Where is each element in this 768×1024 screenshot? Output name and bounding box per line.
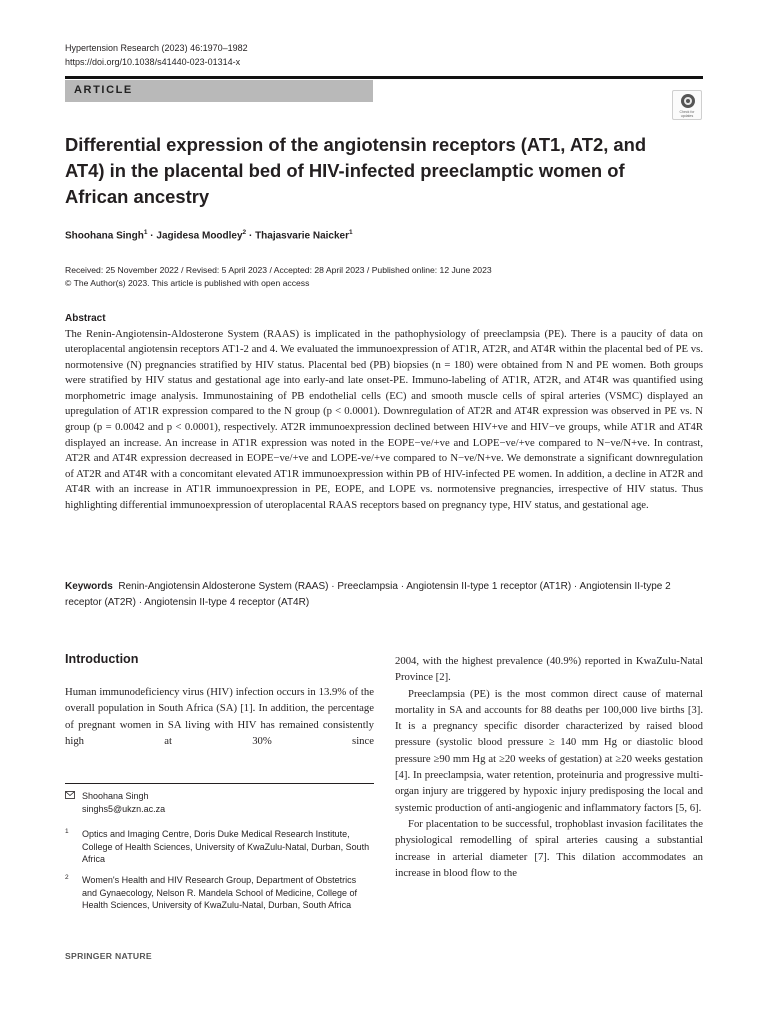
keywords <box>65 579 703 610</box>
author-list <box>65 226 353 243</box>
affiliation-text: Women's Health and HIV Research Group, Department of Obstetrics and Gynaecology, Nelson R. Mandela School of Medicine, College of Health Sciences, University of KwaZulu-Natal, Durban, South Africa <box>82 875 357 911</box>
author-affiliation: 2 <box>242 229 247 236</box>
copyright-notice: © The Author(s) 2023. This article is published with open access <box>65 278 310 288</box>
keywords-list: Renin-Angiotensin Aldosterone System (RAAS) · Preeclampsia · Angiotensin II-type 1 receptor (AT1R) · Angiotensin II-type 2 receptor (AT2R) · Angiotensin II-type 4 receptor (AT4R) <box>65 581 671 608</box>
affiliation-number: 2 <box>65 874 69 881</box>
publication-dates <box>65 264 492 290</box>
contact-name: Shoohana Singh <box>82 791 149 801</box>
doi-link[interactable]: https://doi.org/10.1038/s41440-023-01314-x <box>65 56 241 67</box>
author-name[interactable]: Thajasvarie Naicker <box>255 230 350 242</box>
author-affiliation: 1 <box>349 229 353 236</box>
publisher-logo: SPRINGER NATURE <box>65 951 152 961</box>
keywords-label: Keywords <box>65 581 113 592</box>
crossmark-icon[interactable] <box>672 90 702 120</box>
envelope-icon <box>65 791 75 799</box>
introduction-heading: Introduction <box>65 652 139 666</box>
contact-email[interactable]: singhs5@ukzn.ac.za <box>82 803 166 814</box>
journal-header <box>65 42 248 69</box>
intro-right-column <box>395 653 703 881</box>
intro-paragraph: Human immunodeficiency virus (HIV) infection occurs in 13.9% of the overall population in South Africa (SA) [1]. In addition, the percentage of pregnant women in SA living with HIV has remained consistently high at 30% since <box>65 686 374 747</box>
intro-paragraph: For placentation to be successful, trophoblast invasion facilitates the physiological remodelling of spiral arteries causing a substantial increase in arterial diameter [7]. This dilation accommodates an increase in blood flow to the <box>395 817 703 879</box>
author-affiliation: 1 <box>143 229 148 236</box>
footnote-rule <box>65 783 374 784</box>
author-separator: · <box>246 230 256 242</box>
crossmark-label: Check for updates <box>679 110 695 118</box>
abstract-heading: Abstract <box>65 313 106 324</box>
article-type-band <box>65 80 373 102</box>
affiliation-text: Optics and Imaging Centre, Doris Duke Medical Research Institute, College of Health Sciences, University of KwaZulu-Natal, Durban, South Africa <box>82 829 370 865</box>
intro-paragraph: Preeclampsia (PE) is the most common direct cause of maternal mortality in SA and accounts for 88 deaths per 100,000 live births [3]. It is a pregnancy specific disorder characterized by raised blood pressure (systolic blood pressure ≥ 140 mm Hg or diastolic blood pressure ≥90 mm Hg at ≥20 weeks of gestation) at ≥20 weeks gestation [4]. In preeclampsia, water retention, proteinuria and progressive multi-organ injury are triggered by hypoxic injury predisposing the local and systemic production of anti-angiogenic and inflammatory factors [5, 6]. <box>395 687 703 814</box>
affiliation-number: 1 <box>65 828 69 835</box>
header-rule <box>65 76 703 79</box>
history-dates: Received: 25 November 2022 / Revised: 5 April 2023 / Accepted: 28 April 2023 / Published online: 12 June 2023 <box>65 265 492 275</box>
intro-paragraph: 2004, with the highest prevalence (40.9%) reported in KwaZulu-Natal Province [2]. <box>395 655 703 684</box>
journal-citation: Hypertension Research (2023) 46:1970–1982 <box>65 43 248 53</box>
author-name[interactable]: Jagidesa Moodley <box>156 230 243 242</box>
article-title: Differential expression of the angiotensin receptors (AT1, AT2, and AT4) in the placental bed of HIV-infected preeclamptic women of African ancestry <box>65 134 647 207</box>
author-separator: · <box>147 230 157 242</box>
author-name[interactable]: Shoohana Singh <box>65 230 144 242</box>
article-type-label: ARTICLE <box>74 84 133 96</box>
abstract-text: The Renin-Angiotensin-Aldosterone System (RAAS) is implicated in the pathophysiology of preeclampsia (PE). There is a paucity of data on uteroplacental angiotensin receptors AT1-2 and 4. We evaluated the immunoexpression of AT1R, AT2R, and AT4R within the placental bed of PE vs. normotensive (N) pregnancies stratified by HIV status. Placental bed (PB) biopsies (n = 180) were obtained from N and PE women. Both groups were stratified by HIV status and gestational age into early-and late onset-PE. Immuno-labeling of AT1R, AT2R, and AT4R was quantified using morphometric image analysis. Immunostaining of PB endothelial cells (EC) and smooth muscle cells of spiral arteries (VSMC) displayed an upregulation of AT1R expression compared to the N group (p < 0.0001). Downregulation of AT2R and AT4R expression was observed in PE vs. N group (p = 0.0042 and p < 0.0001), respectively. AT2R immunoexpression declined between HIV+ve and HIV−ve groups, while AT1R and AT4R displayed an increase. An increase in AT1R expression was noted in the EOPE−ve/+ve and LOPE−ve/+ve compared to N−ve/N+ve. In contrast, AT2R and AT4R expression decreased in EOPE−ve/+ve and LOPE-ve/+ve compared to N−ve/N+ve. We demonstrate a significant downregulation of AT2R and AT4R with a concomitant elevated AT1R immunoexpression within PB of HIV-infected PE women. In addition, a decline in AT2R and AT4R with an increase in AT1R immunoexpression in PE, EOPE, and LOPE vs. normotensive pregnancies, irrespective of HIV status. Thus highlighting differential immunoexpression of uteroplacental RAAS receptors based on pregnancy type, HIV status, and gestational age. <box>65 327 703 512</box>
